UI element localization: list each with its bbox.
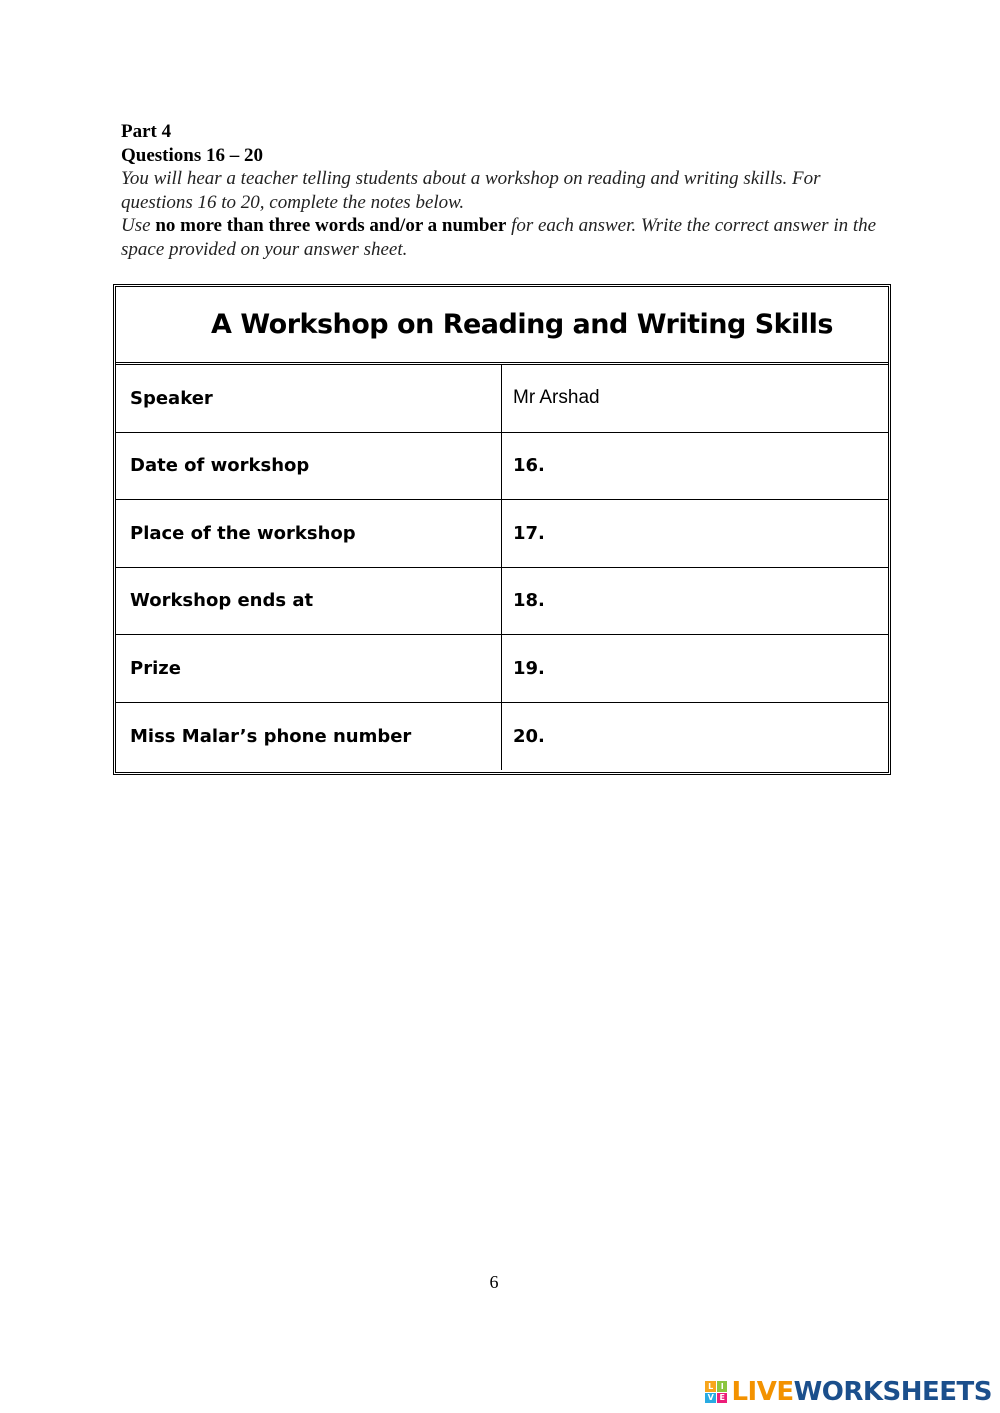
row-label-phone: Miss Malar’s phone number (116, 703, 502, 771)
row-label-place: Place of the workshop (116, 500, 502, 567)
logo-wordmark (731, 1377, 992, 1407)
logo-letter-l: L (705, 1381, 716, 1392)
logo-letter-i: I (717, 1381, 728, 1392)
answer-field-18[interactable]: 18. (513, 590, 545, 612)
answer-field-19[interactable]: 19. (513, 657, 545, 679)
table-row (116, 500, 888, 568)
intro-text: You will hear a teacher telling students about a workshop on reading and writing skills. For questions 16 to 20, complete the notes below. (121, 168, 821, 213)
use-suffix: for each answer. Write the correct answer in the space provided on your answer sheet. (121, 215, 877, 260)
use-bold: no more than three words and/or a number (155, 215, 507, 236)
logo-letter-v: V (705, 1393, 716, 1404)
table-row (116, 365, 888, 433)
answer-field-17[interactable]: 17. (513, 522, 545, 544)
table-row (116, 635, 888, 703)
logo-text-suffix: WORKSHEETS (793, 1377, 992, 1407)
row-label-speaker: Speaker (116, 365, 502, 432)
table-title: A Workshop on Reading and Writing Skills (116, 287, 888, 365)
row-label-date: Date of workshop (116, 433, 502, 500)
row-value-speaker: Mr Arshad (513, 387, 600, 409)
notes-table (113, 284, 891, 775)
logo-letter-e: E (717, 1393, 728, 1404)
instructions-header (121, 120, 891, 261)
logo-icon (705, 1381, 727, 1403)
questions-heading: Questions 16 – 20 (121, 144, 263, 166)
use-prefix: Use (121, 215, 151, 236)
table-row (116, 703, 888, 771)
page-number: 6 (489, 1272, 499, 1292)
answer-field-20[interactable]: 20. (513, 725, 545, 747)
liveworksheets-logo (705, 1377, 992, 1407)
row-label-ends-at: Workshop ends at (116, 568, 502, 635)
table-row (116, 433, 888, 501)
row-label-prize: Prize (116, 635, 502, 702)
logo-text-prefix: LIVE (731, 1377, 794, 1407)
answer-field-16[interactable]: 16. (513, 455, 545, 477)
part-heading: Part 4 (121, 121, 172, 142)
use-instruction (121, 214, 891, 261)
table-row (116, 568, 888, 636)
